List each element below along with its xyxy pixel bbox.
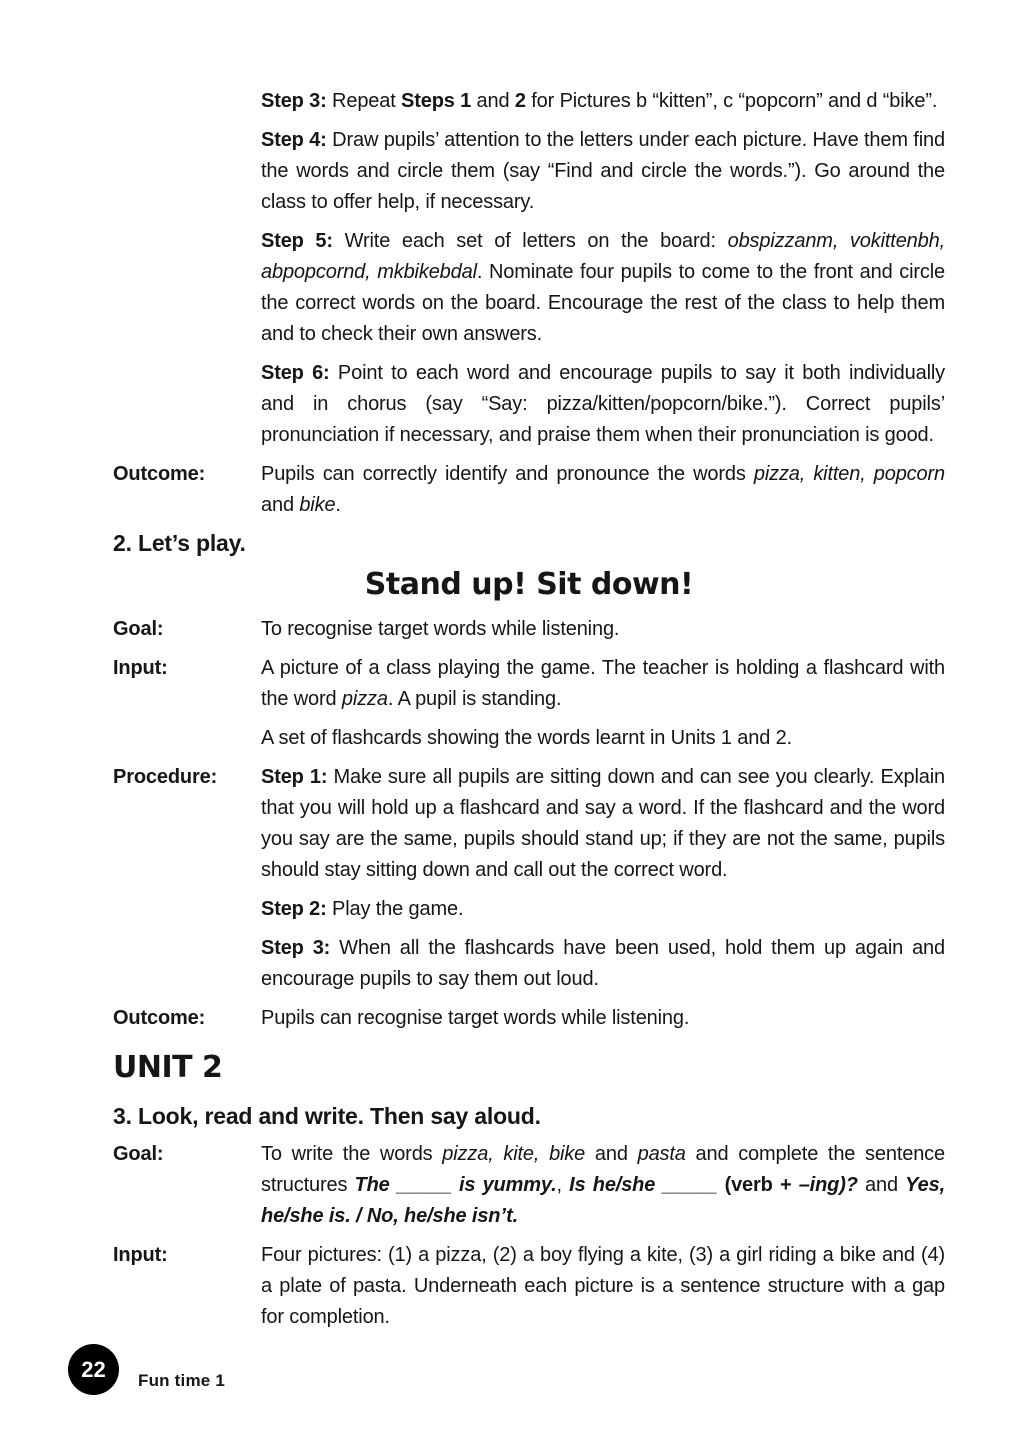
paragraph-row: [113, 86, 945, 117]
paragraph-text: [261, 1139, 945, 1232]
row-label: Outcome:: [113, 463, 206, 485]
labeled-row: [113, 459, 945, 521]
paragraph-row: [113, 226, 945, 350]
row-label: [113, 358, 261, 451]
text-segment: To write the words: [261, 1143, 443, 1165]
text-segment: .: [335, 494, 341, 516]
text-segment: pasta: [637, 1143, 686, 1165]
text-segment: The _____ is yummy.: [354, 1174, 557, 1196]
book-title: Fun time 1: [138, 1370, 226, 1390]
labeled-row: [113, 653, 945, 715]
paragraph-text: [261, 933, 945, 995]
paragraph-text: [261, 723, 945, 754]
text-segment: pizza, kite, bike: [442, 1143, 586, 1165]
labeled-row: [113, 614, 945, 645]
row-label: [113, 933, 261, 995]
paragraph-text: [261, 653, 945, 715]
row-label: [113, 723, 261, 754]
labeled-row: [113, 1139, 945, 1232]
text-segment: and: [857, 1174, 906, 1196]
text-segment: and: [261, 494, 300, 516]
text-segment: Yes, he/she is. / No, he/she isn’t.: [261, 1174, 945, 1227]
row-label: Goal:: [113, 618, 164, 640]
row-label: Input:: [113, 657, 168, 679]
page-content: [113, 86, 945, 1341]
text-segment: Step 2:: [261, 898, 327, 920]
paragraph-row: [113, 125, 945, 218]
text-segment: Is he/she _____: [569, 1174, 718, 1196]
text-segment: Step 3:: [261, 937, 331, 959]
row-label: [113, 125, 261, 218]
text-segment: 2: [514, 90, 526, 112]
text-segment: . Nominate four pupils to come to the front and circle the correct words on the board. Encourage the rest of the class to help them and to check their own answers.: [261, 261, 945, 345]
text-segment: for Pictures b “kitten”, c “popcorn” and d “bike”.: [525, 90, 938, 112]
text-segment: . A pupil is standing.: [387, 688, 562, 710]
text-segment: Step 5:: [261, 230, 333, 252]
activity-heading: 3. Look, read and write. Then say aloud.: [113, 1103, 541, 1129]
paragraph-text: [261, 459, 945, 521]
row-label: [113, 226, 261, 350]
text-segment: pizza: [341, 688, 388, 710]
text-segment: Step 4:: [261, 129, 327, 151]
text-segment: Step 6:: [261, 362, 330, 384]
row-label: Input:: [113, 1244, 168, 1266]
paragraph-row: [113, 723, 945, 754]
paragraph-text: [261, 1003, 945, 1034]
text-segment: Pupils can recognise target words while listening.: [261, 1007, 690, 1029]
text-segment: [717, 1174, 724, 1196]
text-segment: and complete the sentence structures: [261, 1143, 945, 1196]
page-number: 22: [81, 1356, 106, 1382]
paragraph-text: [261, 86, 945, 117]
paragraph-row: [113, 933, 945, 995]
text-segment: Step 3:: [261, 90, 327, 112]
text-segment: Make sure all pupils are sitting down and can see you clearly. Explain that you will hold up a flashcard and say a word. If the flashcard and the word you say are the same, pupils should stand up; if they are not the same, pupils should stay sitting down and call out the correct word.: [261, 766, 945, 881]
page-footer: [68, 1344, 225, 1395]
text-segment: Play the game.: [326, 898, 464, 920]
text-segment: When all the flashcards have been used, hold them up again and encourage pupils to say them out loud.: [261, 937, 945, 990]
row-label: [113, 86, 261, 117]
text-segment: pizza, kitten, popcorn: [753, 463, 945, 485]
page-number-badge: [68, 1344, 119, 1395]
text-segment: obspizzanm, vokittenbh, abpopcornd, mkbikebdal: [261, 230, 945, 283]
paragraph-text: [261, 358, 945, 451]
text-segment: –ing)?: [798, 1174, 858, 1196]
paragraph-text: [261, 1240, 945, 1333]
text-segment: A picture of a class playing the game. The teacher is holding a flashcard with the word: [261, 657, 945, 710]
paragraph-text: [261, 894, 945, 925]
text-segment: Four pictures: (1) a pizza, (2) a boy flying a kite, (3) a girl riding a bike and (4) a plate of pasta. Underneath each picture is a sentence structure with a gap for completion.: [261, 1244, 945, 1328]
labeled-row: [113, 1240, 945, 1333]
unit-heading: UNIT 2: [113, 1050, 223, 1085]
text-segment: and: [585, 1143, 638, 1165]
paragraph-row: [113, 894, 945, 925]
row-label: Procedure:: [113, 766, 218, 788]
paragraph-text: [261, 614, 945, 645]
text-segment: Step 1:: [261, 766, 328, 788]
paragraph-text: [261, 125, 945, 218]
text-segment: Point to each word and encourage pupils to say it both individually and in chorus (say “Say: pizza/kitten/popcorn/bike.”). Correct pupils’ pronunciation if necessary, and praise them when their pronunciation is good.: [261, 362, 945, 446]
text-segment: Pupils can correctly identify and pronounce the words: [261, 463, 754, 485]
text-segment: Repeat: [326, 90, 402, 112]
row-label: Goal:: [113, 1143, 164, 1165]
labeled-row: [113, 762, 945, 886]
text-segment: ,: [556, 1174, 570, 1196]
row-label: Outcome:: [113, 1007, 206, 1029]
text-segment: and: [471, 90, 515, 112]
game-title: Stand up! Sit down!: [364, 567, 694, 602]
paragraph-text: [261, 762, 945, 886]
text-segment: A set of flashcards showing the words learnt in Units 1 and 2.: [261, 727, 792, 749]
paragraph-row: [113, 358, 945, 451]
row-label: [113, 894, 261, 925]
text-segment: To recognise target words while listening.: [261, 618, 620, 640]
text-segment: Write each set of letters on the board:: [332, 230, 728, 252]
text-segment: (verb +: [724, 1174, 799, 1196]
text-segment: Draw pupils’ attention to the letters under each picture. Have them find the words and circle them (say “Find and circle the words.”). Go around the class to offer help, if necessary.: [261, 129, 945, 213]
paragraph-text: [261, 226, 945, 350]
text-segment: Steps 1: [401, 90, 472, 112]
activity-heading: 2. Let’s play.: [113, 530, 246, 556]
labeled-row: [113, 1003, 945, 1034]
text-segment: bike: [299, 494, 336, 516]
